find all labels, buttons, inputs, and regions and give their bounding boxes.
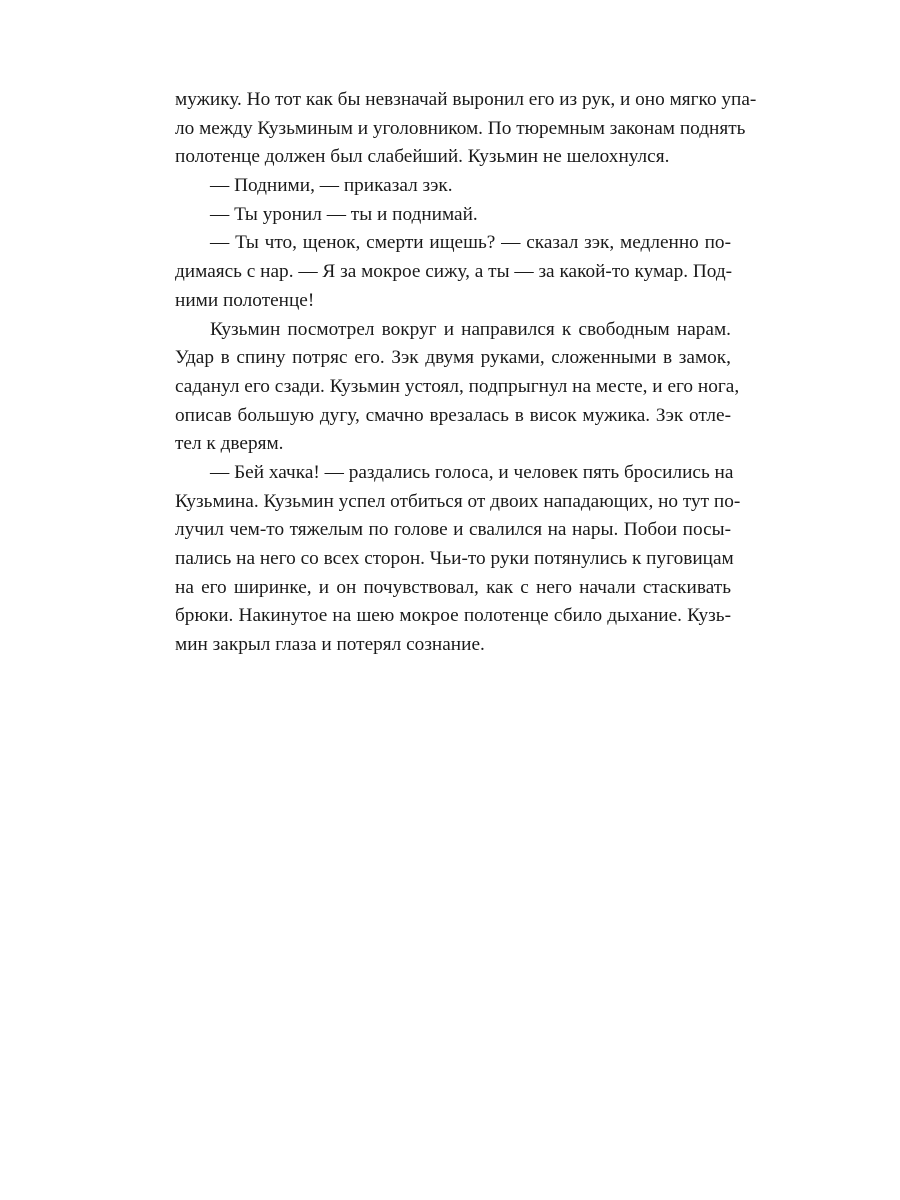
body-text — [175, 86, 757, 660]
text-line: Удар в спину потряс его. Зэк двумя руками, сложенными в замок, — [175, 347, 731, 369]
text-line: — Ты уронил — ты и поднимай. — [210, 203, 478, 225]
text-line: — Бей хачка! — раздались голоса, и человек пять бросились на — [210, 461, 734, 483]
text-line: полотенце должен был слабейший. Кузьмин не шелохнулся. — [175, 146, 670, 168]
text-line: на его ширинке, и он почувствовал, как с него начали стаскивать — [175, 576, 731, 598]
text-line: Кузьмина. Кузьмин успел отбиться от двоих нападающих, но тут по- — [175, 490, 741, 512]
text-line: ло между Кузьминым и уголовником. По тюремным законам поднять — [175, 117, 746, 139]
text-line: саданул его сзади. Кузьмин устоял, подпрыгнул на месте, и его нога, — [175, 375, 740, 397]
text-line: ними полотенце! — [175, 289, 315, 311]
text-line: пались на него со всех сторон. Чьи-то руки потянулись к пуговицам — [175, 548, 734, 569]
text-line: описав большую дугу, смачно врезалась в висок мужика. Зэк отле- — [175, 404, 731, 426]
text-line: брюки. Накинутое на шею мокрое полотенце сбило дыхание. Кузь- — [175, 605, 731, 627]
text-line: тел к дверям. — [175, 433, 284, 455]
text-line: лучил чем-то тяжелым по голове и свалился на нары. Побои посы- — [175, 519, 731, 541]
text-line: мин закрыл глаза и потерял сознание. — [175, 634, 485, 656]
text-line: мужику. Но тот как бы невзначай выронил его из рук, и оно мягко упа- — [175, 89, 757, 110]
text-line: димаясь с нар. — Я за мокрое сижу, а ты — за какой-то кумар. Под- — [175, 261, 733, 283]
text-line: — Ты что, щенок, смерти ищешь? — сказал зэк, медленно по- — [210, 232, 731, 254]
text-line: — Подними, — приказал зэк. — [210, 175, 453, 197]
text-line: Кузьмин посмотрел вокруг и направился к свободным нарам. — [210, 318, 731, 340]
